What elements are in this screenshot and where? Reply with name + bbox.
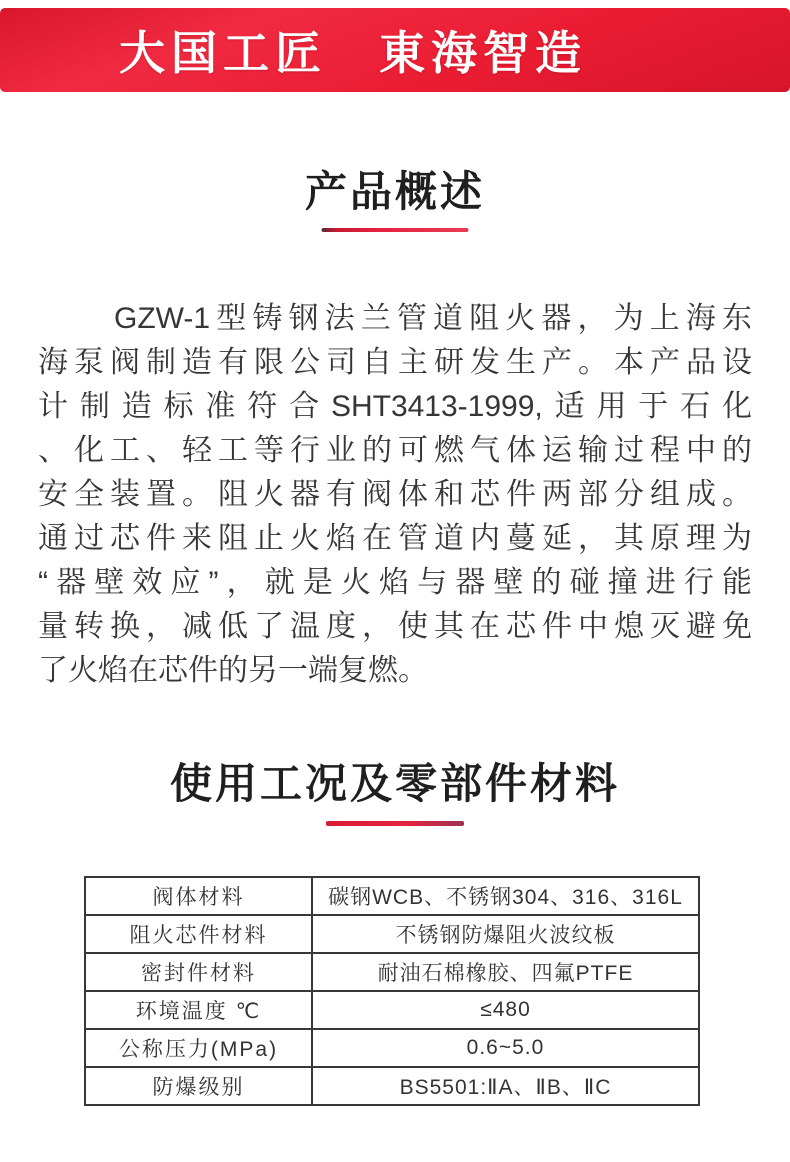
row-label: 阀体材料 bbox=[85, 877, 312, 915]
table-row bbox=[85, 953, 699, 991]
paragraph-line: 通过芯件来阻止火焰在管道内蔓延，其原理为 bbox=[38, 522, 752, 555]
row-value: BS5501:ⅡA、ⅡB、ⅡC bbox=[312, 1067, 699, 1105]
overview-paragraph bbox=[38, 297, 752, 693]
row-label: 公称压力(MPa) bbox=[85, 1029, 312, 1067]
materials-heading: 使用工况及零部件材料 bbox=[169, 760, 620, 807]
row-value: 耐油石棉橡胶、四氟PTFE bbox=[312, 953, 699, 991]
paragraph-line: GZW-1型铸钢法兰管道阻火器，为上海东 bbox=[114, 302, 752, 335]
paragraph-line: 安全装置。阻火器有阀体和芯件两部分组成。 bbox=[38, 478, 752, 511]
paragraph-line: “器壁效应”，就是火焰与器壁的碰撞进行能 bbox=[38, 566, 752, 599]
row-value: 不锈钢防爆阻火波纹板 bbox=[312, 915, 699, 953]
table-row bbox=[85, 877, 699, 915]
table-row bbox=[85, 991, 699, 1029]
materials-table bbox=[84, 876, 700, 1106]
table-row bbox=[85, 915, 699, 953]
row-label: 防爆级别 bbox=[85, 1067, 312, 1105]
row-value: ≤480 bbox=[312, 991, 699, 1029]
row-value: 碳钢WCB、不锈钢304、316、316L bbox=[312, 877, 699, 915]
paragraph-line: 、化工、轻工等行业的可燃气体运输过程中的 bbox=[38, 434, 752, 467]
overview-heading-underline bbox=[322, 228, 469, 232]
row-label: 密封件材料 bbox=[85, 953, 312, 991]
row-label: 环境温度 ℃ bbox=[85, 991, 312, 1029]
paragraph-line: 了火焰在芯件的另一端复燃。 bbox=[38, 654, 428, 687]
materials-heading-underline bbox=[326, 821, 464, 826]
table-row bbox=[85, 1067, 699, 1105]
brand-banner bbox=[0, 8, 790, 92]
overview-heading: 产品概述 bbox=[304, 168, 485, 215]
row-value: 0.6~5.0 bbox=[312, 1029, 699, 1067]
table-row bbox=[85, 1029, 699, 1067]
paragraph-line: 量转换，减低了温度，使其在芯件中熄灭避免 bbox=[38, 610, 752, 643]
paragraph-line: 计制造标准符合SHT3413-1999,适用于石化 bbox=[38, 390, 752, 423]
row-label: 阻火芯件材料 bbox=[85, 915, 312, 953]
banner-title: 大国工匠 東海智造 bbox=[119, 27, 587, 79]
paragraph-line: 海泵阀制造有限公司自主研发生产。本产品设 bbox=[38, 346, 752, 379]
